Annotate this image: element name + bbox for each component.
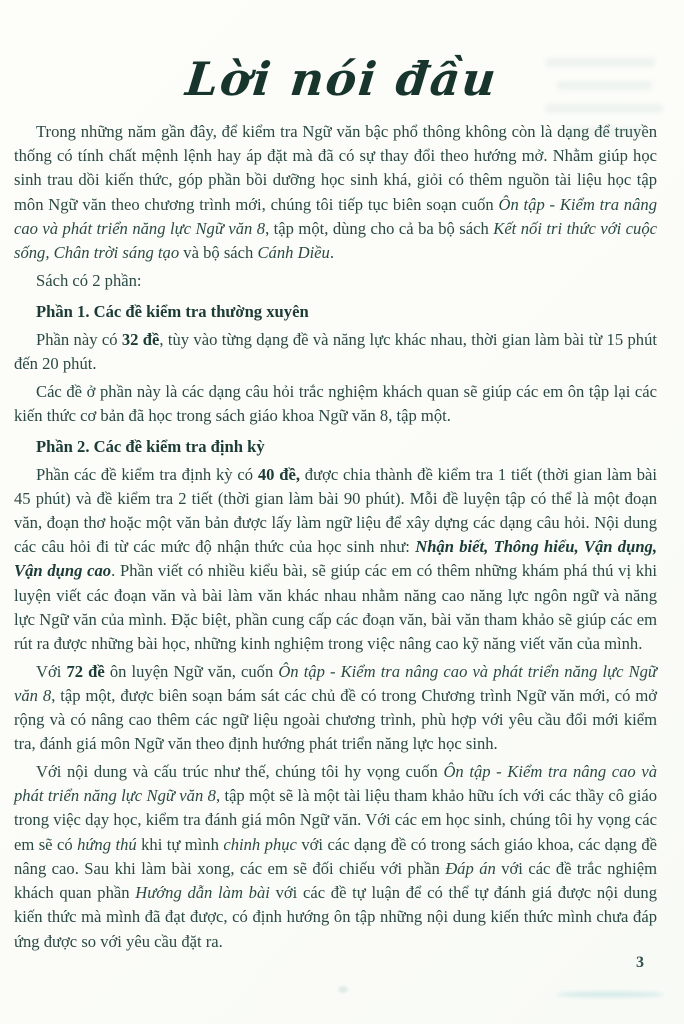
text-run: ôn luyện Ngữ văn, cuốn (104, 661, 279, 681)
text-run: 40 đề, (257, 464, 300, 484)
text-run: với các dạng đề có trong sách giáo khoa, các dạng đề nâng cao. Sau khi làm bài xong, các em sẽ đối chiếu với phần (14, 834, 658, 878)
text-run: chinh phục (223, 834, 297, 854)
text-run: Ôn tập - Kiểm tra nâng cao và phát triển năng lực Ngữ văn 8 (14, 762, 657, 806)
section-heading (14, 300, 657, 324)
text-run: với các đề trắc nghiệm khách quan phần (14, 858, 657, 903)
text-run: . Phần viết có nhiều kiểu bài, sẽ giúp các em có thêm những khám phá thú vị khi luyện viết các đoạn văn và bài làm văn khác nhau nhằm năng cao năng lực ngôn ngữ và năng lực Ngữ văn của mình. Đặc biệt, phần cung cấp các đoạn văn, bài văn tham khảo sẽ giúp các em rút ra được những bài học, những kinh nghiệm trong việc nâng cao kỹ năng viết văn của mình. (14, 561, 658, 654)
page-number: 3 (636, 954, 644, 971)
paragraph (14, 120, 657, 265)
text-run: Với (36, 661, 67, 681)
paragraph (14, 760, 657, 954)
text-run: được chia thành đề kiểm tra 1 tiết (thời gian làm bài 45 phút) và đề kiểm tra 2 tiết (thời gian làm bài 90 phút). Mỗi đề luyện tập có thể là một đoạn văn, đoạn thơ hoặc một văn bản được lấy làm ngữ liệu để xây dựng các dạng câu hỏi. Nội dung các câu hỏi đi từ các mức độ nhận thức của học sinh như: (14, 464, 658, 557)
text-run: hứng thú (77, 834, 137, 854)
text-run: , tập một, dùng cho cả ba bộ sách (265, 218, 494, 238)
text-run: Phần này có (36, 329, 122, 349)
paragraph (14, 463, 657, 657)
text-run: , tập một sẽ là một tài liệu tham khảo hữu ích với các thầy cô giáo trong việc dạy học, kiểm tra đánh giá môn Ngữ văn. Với các em học sinh, chúng tôi hy vọng các em sẽ có (14, 786, 657, 854)
text-run: Hướng dẫn làm bài (135, 883, 270, 903)
text-run: Ôn tập - Kiểm tra nâng cao và phát triển năng lực Ngữ văn 8 (14, 194, 657, 238)
text-run: Trong những năm gần đây, để kiểm tra Ngữ văn bậc phổ thông không còn là dạng để truyền thống có tính chất mệnh lệnh hay áp đặt mà đã có sự thay đổi theo hướng mở. Nhằm giúp học sinh trau dồi kiến thức, góp phần bồi dưỡng học sinh khá, giỏi có thêm nguồn tài liệu học tập môn Ngữ văn theo chương trình mới, chúng tôi tiếp tục biên soạn cuốn (14, 122, 657, 214)
bleed-smudge (338, 986, 348, 993)
bleed-streak (556, 992, 664, 997)
text-run: Nhận biết, Thông hiểu, Vận dụng, Vận dụng cao (14, 537, 657, 581)
text-run: Phần các đề kiểm tra định kỳ có (36, 464, 258, 484)
text-run: Với nội dung và cấu trúc như thế, chúng tôi hy vọng cuốn (36, 762, 444, 782)
text-run: Sách có 2 phần: (36, 270, 142, 290)
text-run: và bộ sách (179, 243, 258, 263)
text-run: . (329, 243, 335, 263)
text-run: Ôn tập - Kiểm tra nâng cao và phát triển năng lực Ngữ văn 8 (14, 661, 657, 705)
document-body (14, 120, 657, 954)
text-run: Phần 1. Các đề kiểm tra thường xuyên (36, 301, 309, 321)
preface-title: Lời nói đầu (183, 52, 501, 106)
text-run: 32 đề (121, 329, 160, 349)
text-run: với các đề tự luận để có thể tự đánh giá được nội dung kiến thức mà mình đã đạt được, có định hướng ôn tập những nội dung kiến thức mình chưa đáp ứng được so với yêu cầu đặt ra. (14, 883, 657, 951)
text-run: Đáp án (445, 858, 496, 878)
text-run: , tập một, được biên soạn bám sát các chủ đề có trong Chương trình Ngữ văn mới, có mở rộng và có nâng cao thêm các ngữ liệu ngoài chương trình, phù hợp với yêu cầu đổi mới kiểm tra, đánh giá môn Ngữ văn theo định hướng phát triển năng lực học sinh. (14, 685, 657, 754)
text-run: Kết nối tri thức với cuộc sống, Chân trời sáng tạo (14, 218, 657, 263)
paragraph (14, 660, 657, 757)
text-run: khi tự mình (136, 834, 224, 854)
paragraph (14, 328, 657, 376)
text-run: Cánh Diều (257, 243, 330, 263)
text-run: Các đề ở phần này là các dạng câu hỏi trắc nghiệm khách quan sẽ giúp các em ôn tập lại các kiến thức cơ bản đã học trong sách giáo khoa Ngữ văn 8, tập một. (14, 381, 657, 425)
section-heading (14, 435, 657, 459)
paragraph (14, 380, 657, 428)
text-run: 72 đề (66, 661, 105, 681)
text-run: , tùy vào từng dạng đề và năng lực khác nhau, thời gian làm bài từ 15 phút đến 20 phút. (14, 329, 657, 373)
text-run: Phần 2. Các đề kiểm tra định kỳ (36, 436, 265, 456)
paragraph (14, 269, 657, 293)
